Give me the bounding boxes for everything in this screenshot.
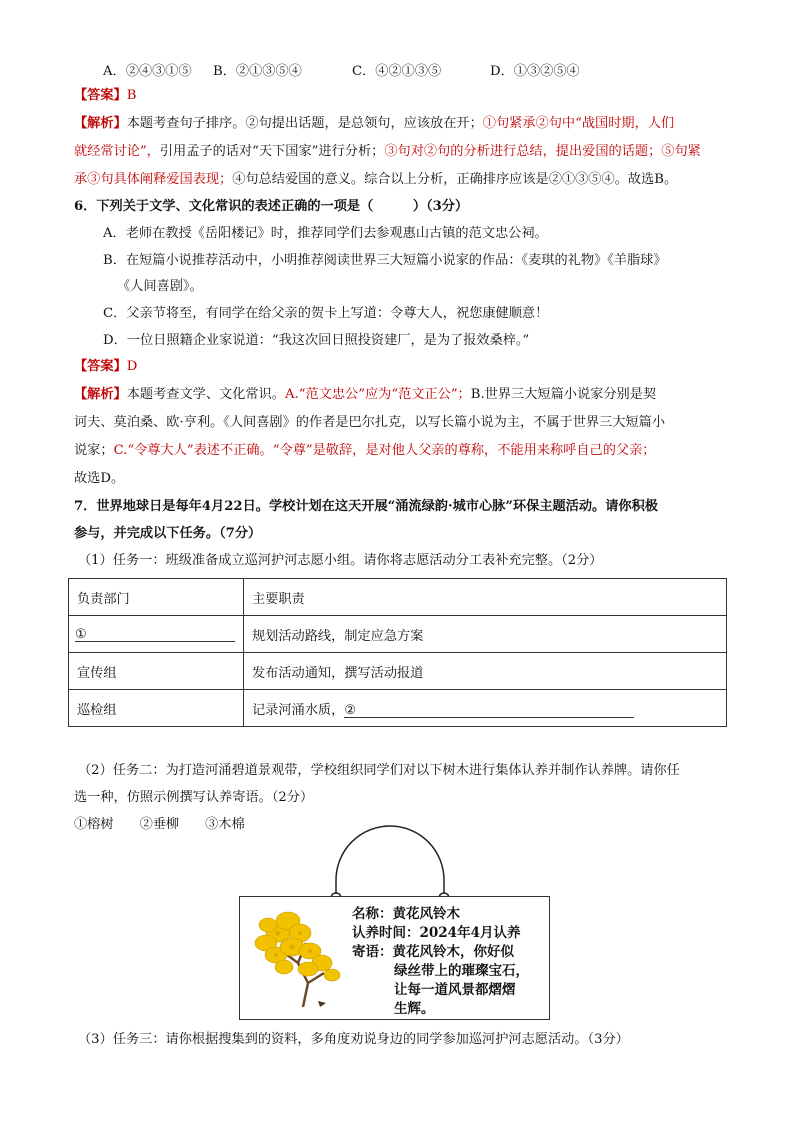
q5-analysis-line-2 — [74, 142, 701, 162]
table-cell-dept: 宣传组 — [69, 653, 244, 690]
card-name: 黄花风铃木 — [392, 906, 460, 922]
table-header-dept: 负责部门 — [69, 579, 244, 616]
blank-mark: ① — [75, 626, 87, 642]
flower-image — [248, 903, 348, 1011]
tree-option-kapok: ③木棉 — [205, 817, 245, 832]
duty-text: 记录河涌水质， — [252, 702, 345, 718]
q6-analysis-line-3 — [74, 441, 655, 461]
table-cell-duty: 规划活动路线，制定应急方案 — [244, 616, 727, 653]
card-message-row — [352, 943, 529, 962]
card-text — [352, 905, 529, 1019]
answer-blank-2[interactable] — [344, 703, 634, 718]
q7-stem-line-2: 参与，并完成以下任务。（7分） — [74, 526, 262, 541]
analysis-text-red: ③句对②句的分析进行总结，提出爱国的话题； — [384, 144, 662, 159]
card-name-row — [352, 905, 529, 924]
analysis-text: B.世界三大短篇小说家分别是契 — [470, 387, 657, 402]
q6-analysis-line-1 — [74, 385, 656, 405]
card-message-label: 寄语： — [352, 944, 393, 960]
card-message-line: 让每一道风景都熠熠 — [394, 982, 516, 998]
answer-value: D — [126, 359, 138, 374]
analysis-text-red: C.“令尊大人”表述不正确。“令尊”是敬辞，是对他人父亲的尊称，不能用来称呼自己的父亲； — [113, 443, 656, 458]
table-header-duty: 主要职责 — [244, 579, 727, 616]
q6-option-b-line-1: B．在短篇小说推荐活动中，小明推荐阅读世界三大短篇小说家的作品：《麦琪的礼物》《羊脂球》 — [103, 253, 667, 268]
answer-value: B — [126, 88, 137, 103]
table-cell-dept: 巡检组 — [69, 690, 244, 727]
blank-mark: ② — [344, 702, 357, 718]
q7-task-3: （3）任务三：请你根据搜集到的资料，多角度劝说身边的同学参加巡河护河志愿活动。（3分） — [78, 1032, 629, 1047]
analysis-text-red: 就经常讨论”， — [74, 144, 160, 159]
card-message-line: 黄花风铃木，你好似 — [392, 944, 514, 960]
q5-option-b: B．②①③⑤④ — [213, 64, 302, 79]
tree-option-willow: ②垂柳 — [139, 817, 180, 832]
answer-blank-1[interactable] — [75, 627, 235, 642]
volunteer-role-table — [68, 578, 727, 727]
q6-option-a: A．老师在教授《岳阳楼记》时，推荐同学们去参观惠山古镇的范文忠公祠。 — [103, 226, 548, 241]
card-time: 2024年4月认养 — [419, 925, 521, 941]
q7-stem-line-1: 7．世界地球日是每年4月22日。学校计划在这天开展“涌流绿韵·城市心脉”环保主题活动。请你积极 — [74, 499, 658, 514]
analysis-text-red: ⑤句紧 — [661, 144, 701, 159]
q5-analysis-line-3 — [74, 170, 677, 190]
table-row — [69, 690, 727, 727]
answer-tag: 【答案】 — [74, 359, 127, 374]
card-message-line: 生辉。 — [394, 1001, 435, 1017]
q6-answer — [74, 357, 137, 377]
q6-analysis-line-2: 诃夫、莫泊桑、欧·亨利。《人间喜剧》的作者是巴尔扎克，以写长篇小说为主，不属于世界三大短篇小 — [74, 415, 666, 430]
analysis-text: 本题考查句子排序。②句提出话题，是总领句，应该放在开； — [126, 116, 483, 131]
analysis-tag: 【解析】 — [74, 116, 127, 131]
q7-task-1: （1）任务一：班级准备成立巡河护河志愿小组。请你将志愿活动分工表补充完整。（2分） — [78, 553, 603, 568]
card-time-row — [352, 924, 529, 943]
card-name-label: 名称： — [352, 906, 393, 922]
tree-options — [74, 815, 245, 835]
tree-option-banyan: ①榕树 — [74, 817, 114, 832]
q6-option-d: D．一位日照籍企业家说道：“我这次回日照投资建厂，是为了报效桑梓。” — [103, 333, 530, 348]
analysis-text: 引用孟子的话对“天下国家”进行分析； — [159, 144, 385, 159]
table-cell-duty: 发布活动通知，撰写活动报道 — [244, 653, 727, 690]
q6-option-c: C．父亲节将至，有同学在给父亲的贺卡上写道：令尊大人，祝您康健顺意！ — [103, 306, 549, 321]
adoption-card — [239, 896, 550, 1020]
table-header-row — [69, 579, 727, 616]
analysis-text-red: A.“范文忠公”应为“范文正公”； — [285, 387, 471, 402]
analysis-tag: 【解析】 — [74, 387, 127, 402]
q7-task-2-line-1: （2）任务二：为打造河涌碧道景观带，学校组织同学们对以下树木进行集体认养并制作认养牌。请你任 — [78, 763, 680, 778]
q7-task-2-line-2: 选一种，仿照示例撰写认养寄语。（2分） — [74, 790, 314, 805]
q5-option-a: A．②④③①⑤ — [103, 64, 192, 79]
analysis-text-red: ①句紧承②句中“战国时期，人们 — [482, 116, 675, 131]
analysis-text: 说家； — [74, 443, 114, 458]
table-cell-dept — [69, 616, 244, 653]
table-row — [69, 653, 727, 690]
q6-option-b-line-2: 《人间喜剧》。 — [117, 279, 203, 294]
q5-option-c: C．④②①③⑤ — [352, 64, 442, 79]
q5-answer — [74, 86, 136, 106]
analysis-text: 本题考查文学、文化常识。 — [126, 387, 285, 402]
q5-option-d: D．①③②⑤④ — [490, 64, 580, 79]
card-message-line: 绿丝带上的璀璨宝石， — [394, 963, 529, 979]
table-row — [69, 616, 727, 653]
q6-stem: 6．下列关于文学、文化常识的表述正确的一项是（ ）（3分） — [74, 199, 469, 214]
analysis-text-red: 承③句具体阐释爱国表现； — [74, 172, 233, 187]
q5-analysis-line-1 — [74, 114, 674, 134]
analysis-text: ④句总结爱国的意义。综合以上分析，正确排序应该是②①③⑤④。故选B。 — [232, 172, 678, 187]
card-time-label: 认养时间： — [352, 925, 420, 941]
table-cell-duty — [244, 690, 727, 727]
answer-tag: 【答案】 — [74, 88, 127, 103]
q6-analysis-line-4: 故选D。 — [74, 471, 125, 486]
